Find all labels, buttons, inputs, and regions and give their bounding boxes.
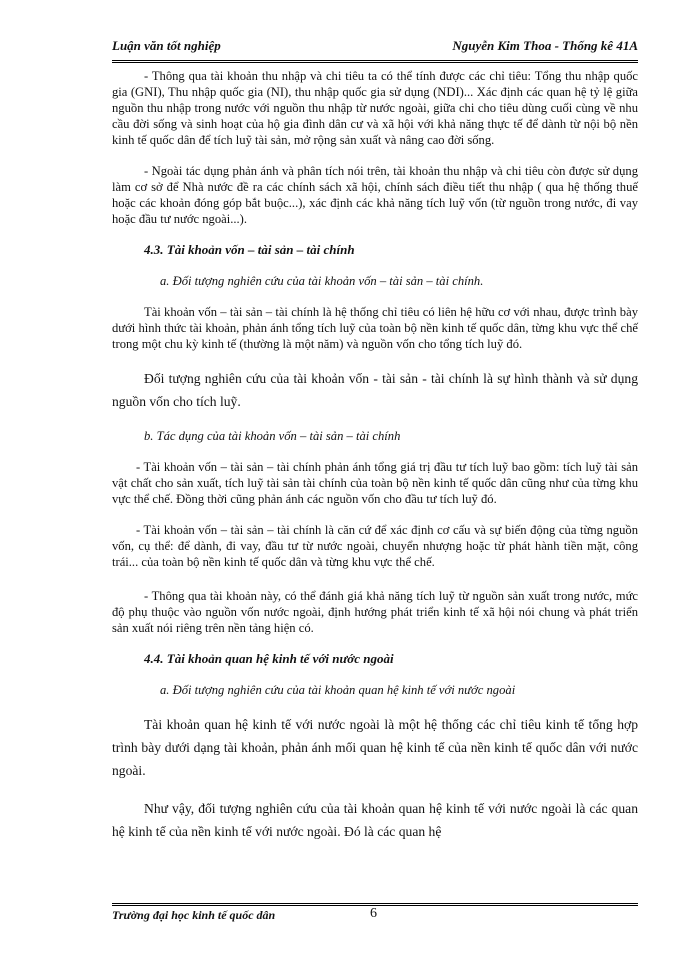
paragraph: - Thông qua tài khoản này, có thể đánh giá khả năng tích luỹ từ nguồn sản xuất trong nước, mức độ phụ thuộc vào nguồn vốn nước ngoài, định hướng phát triển kinh tế xã hội nói chung và phát triển sản xuất nói riêng trên nền tảng hiện có. xyxy=(112,589,638,635)
paragraph: - Tài khoản vốn – tài sản – tài chính là căn cứ để xác định cơ cấu và sự biến động của từng nguồn vốn, cụ thể: để dành, đi vay, đầu tư từ nước ngoài, chuyển nhượng hoặc từ phát hành tiền mặt, công trái... của toàn bộ nền kinh tế quốc dân và từng khu vực thể chế. xyxy=(112,523,638,569)
paragraph: Như vậy, đối tượng nghiên cứu của tài khoản quan hệ kinh tế với nước ngoài là các quan hệ kinh tế của nền kinh tế với nước ngoài. Đó là các quan hệ xyxy=(112,801,638,839)
subsection-heading: a. Đối tượng nghiên cứu của tài khoản vốn – tài sản – tài chính. xyxy=(160,274,484,288)
header-right: Nguyễn Kim Thoa - Thống kê 41A xyxy=(452,38,638,53)
header-rule xyxy=(112,60,638,63)
subsection-heading: a. Đối tượng nghiên cứu của tài khoản quan hệ kinh tế với nước ngoài xyxy=(160,683,516,697)
section-heading: 4.3. Tài khoản vốn – tài sản – tài chính xyxy=(144,242,355,257)
subsection-heading: b. Tác dụng của tài khoản vốn – tài sản – tài chính xyxy=(144,429,401,443)
page-number: 6 xyxy=(370,906,377,921)
paragraph: Tài khoản vốn – tài sản – tài chính là hệ thống chỉ tiêu có liên hệ hữu cơ với nhau, được trình bày dưới hình thức tài khoản, phản ánh tổng tích luỹ của toàn bộ nền kinh tế quốc dân, từng khu vực thể chế trong một chu kỳ kinh tế (thường là một năm) và nguồn vốn cho tổng tích luỹ đó. xyxy=(112,305,638,351)
paragraph: Tài khoản quan hệ kinh tế với nước ngoài là một hệ thống các chỉ tiêu kinh tế tổng hợp trình bày dưới dạng tài khoản, phản ánh mối quan hệ kinh tế của nền kinh tế quốc dân với nước ngoài. xyxy=(112,717,638,778)
document-body xyxy=(112,68,638,843)
header-left: Luận văn tốt nghiệp xyxy=(112,38,221,53)
paragraph: - Ngoài tác dụng phản ánh và phân tích nói trên, tài khoản thu nhập và chi tiêu còn được sử dụng làm cơ sở để Nhà nước đề ra các chính sách xã hội, chính sách điều tiết thu nhập ( qua hệ thống thuế hoặc các khoản đóng góp bắt buộc...), xác định các khả năng tích luỹ vốn (từ nguồn trong nước, đi vay hoặc đầu tư nước ngoài...). xyxy=(112,164,638,226)
footer-left: Trường đại học kinh tế quốc dân xyxy=(112,908,276,922)
page-header xyxy=(112,38,638,60)
paragraph: - Tài khoản vốn – tài sản – tài chính phản ánh tổng giá trị đầu tư tích luỹ bao gồm: tích luỹ tài sản vật chất cho sản xuất, tích luỹ tài sản tài chính của toàn bộ nền kinh tế quốc dân cũng như của từng khu vực thể chế. Đồng thời cũng phản ánh các nguồn vốn cho đầu tư tích luỹ đó. xyxy=(112,460,638,506)
paragraph: - Thông qua tài khoản thu nhập và chi tiêu ta có thể tính được các chỉ tiêu: Tổng thu nhập quốc gia (GNI), Thu nhập quốc gia (NI), thu nhập quốc gia sử dụng (NDI)... Xác định các quan hệ tỷ lệ giữa nguồn thu nhập trong nước với nguồn thu nhập từ nước ngoài, giữa chi cho tiêu dùng cuối cùng về nhu cầu đời sống và sinh hoạt của hộ gia đình dân cư và xã hội với khả năng thực tế để dành từ nội bộ nền kinh tế quốc dân để tích luỹ tài sản, mở rộng sản xuất và nâng cao đời sống. xyxy=(112,69,638,147)
section-heading: 4.4. Tài khoản quan hệ kinh tế với nước ngoài xyxy=(144,651,394,666)
paragraph: Đối tượng nghiên cứu của tài khoản vốn - tài sản - tài chính là sự hình thành và sử dụng nguồn vốn cho tích luỹ. xyxy=(112,371,638,409)
